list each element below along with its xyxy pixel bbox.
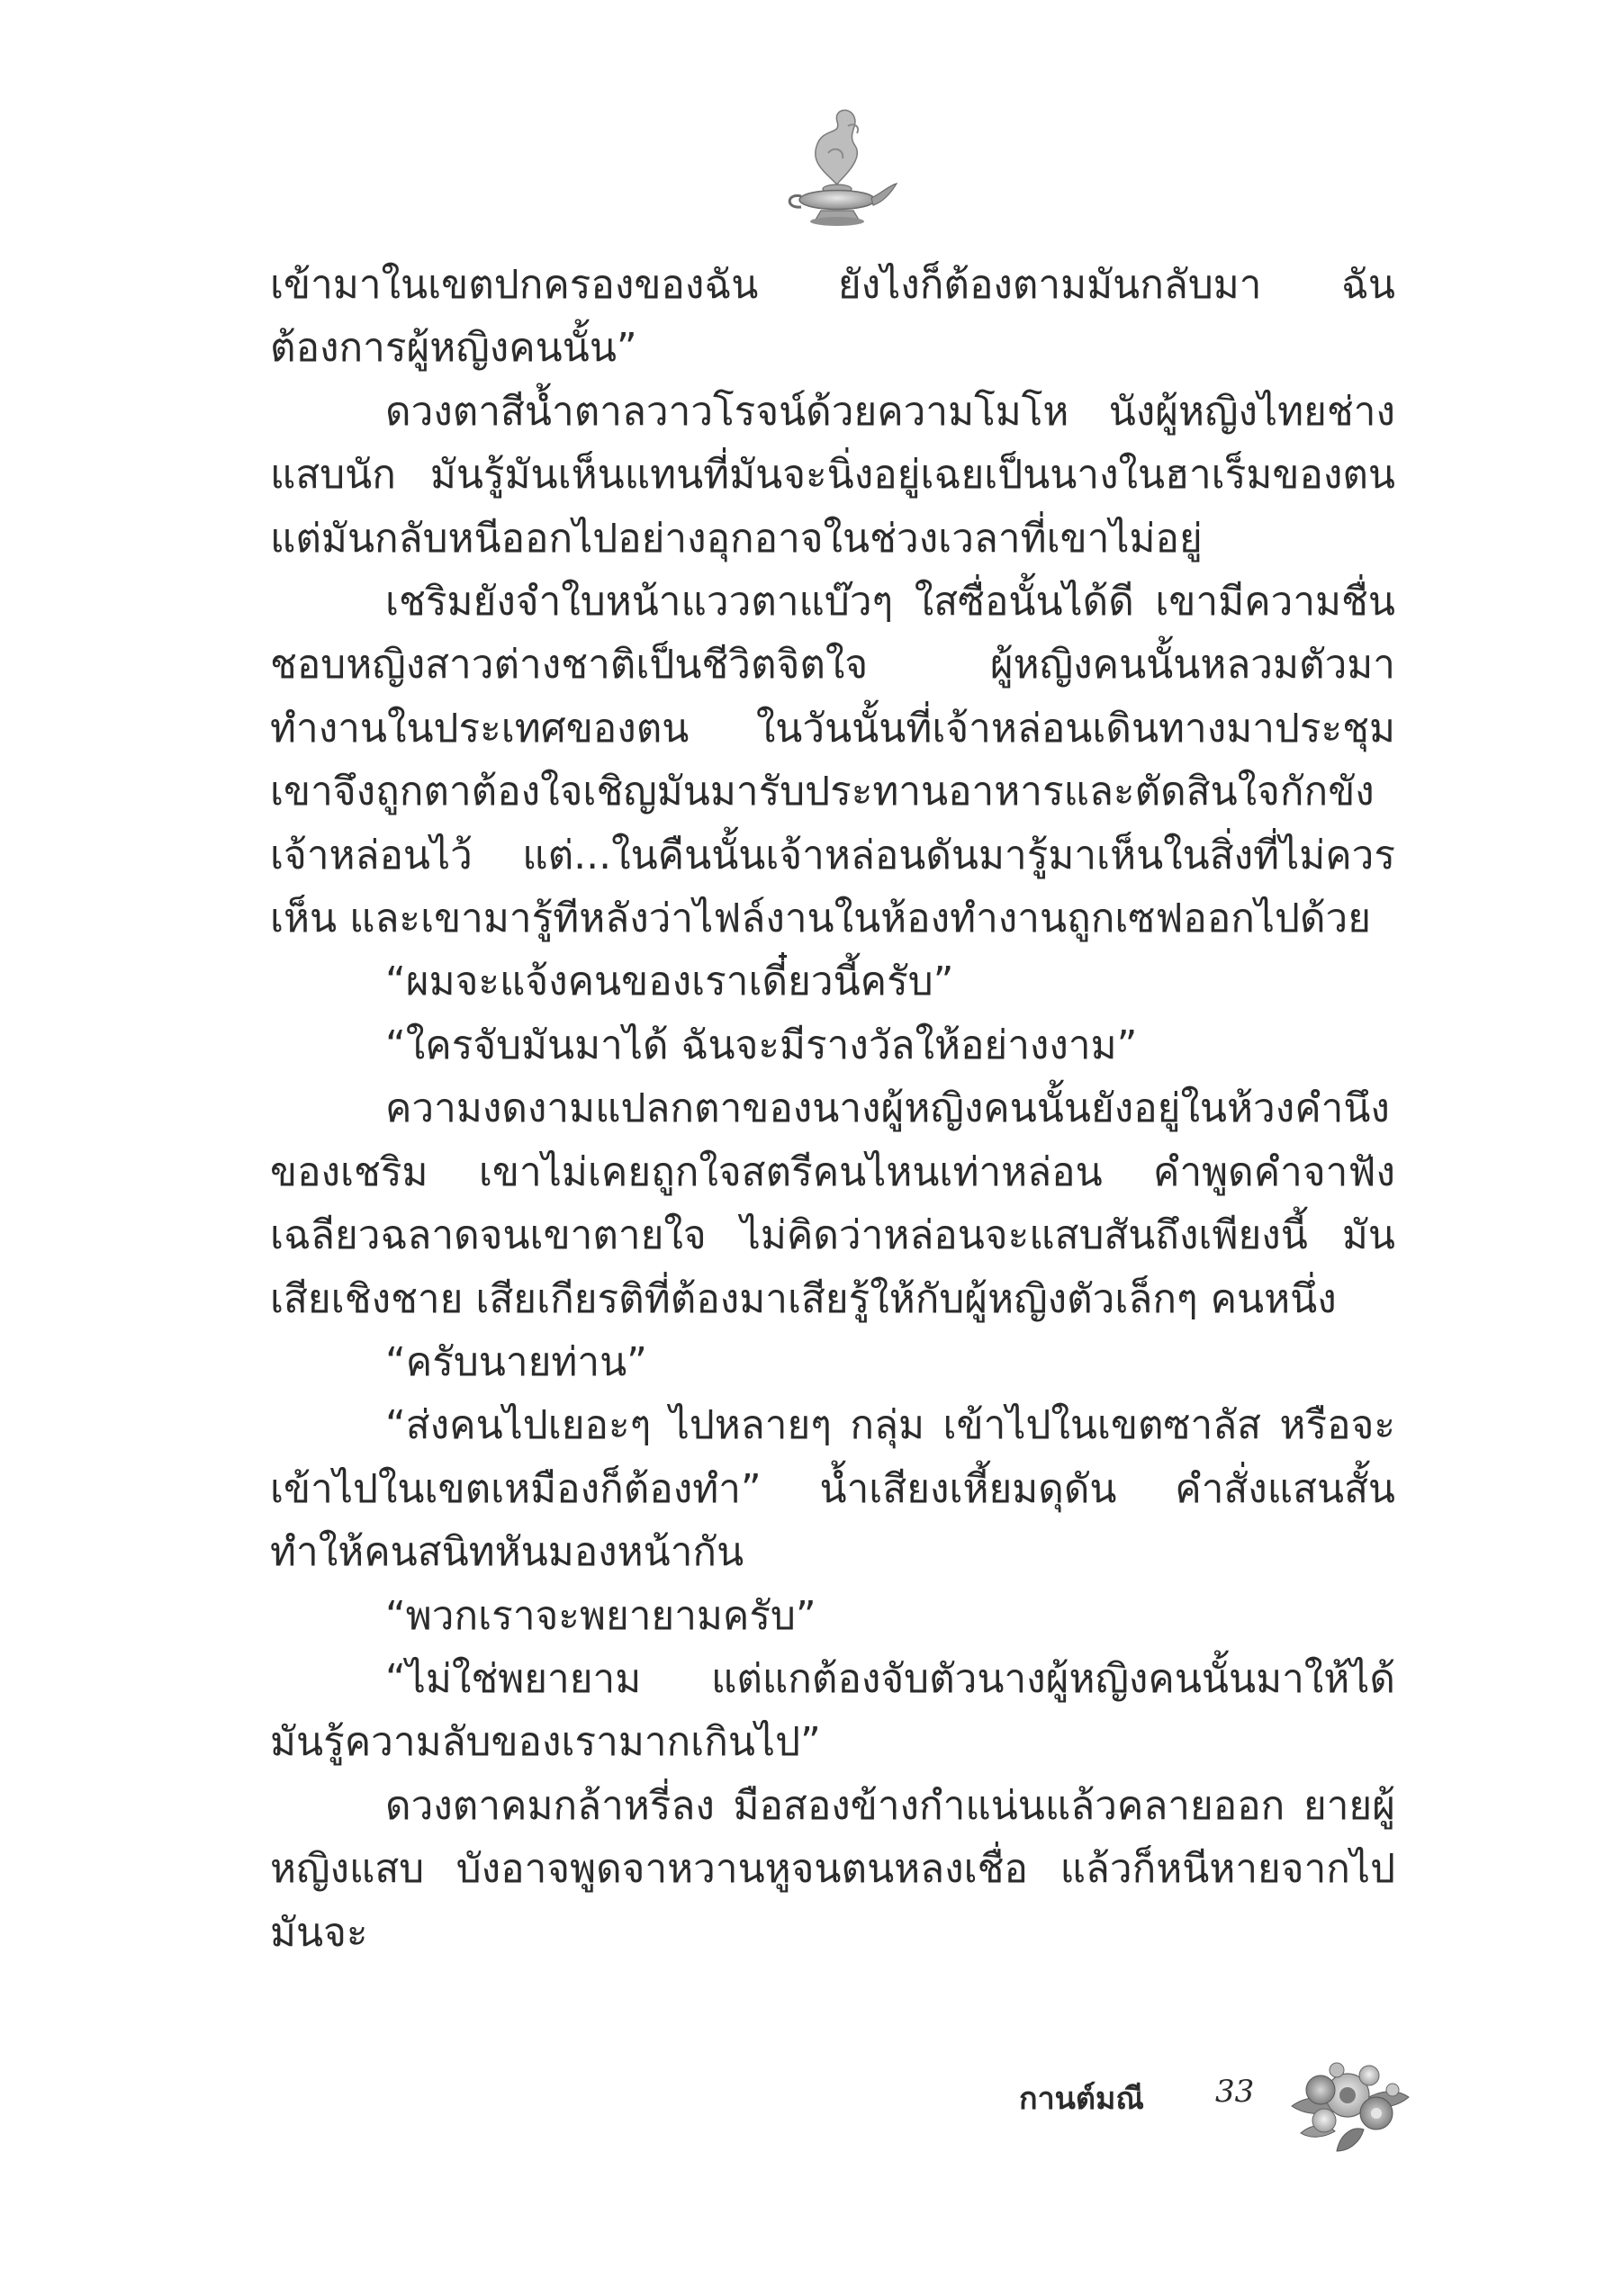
dialogue-line: “ใครจับมันมาได้ ฉันจะมีรางวัลให้อย่างงาม” <box>385 1022 1138 1068</box>
dialogue-line: “ส่งคนไปเยอะๆ ไปหลายๆ กลุ่ม เข้าไปในเขตซาลัส หรือจะเข้าไปในเขตเหมืองก็ต้องทำ” น้ำเสียงเหี้ยมดุดัน คำสั่งแสนสั้นทำให้คนสนิทหันมองหน้ากัน <box>270 1402 1395 1576</box>
page-footer <box>990 2043 1422 2160</box>
flower-bouquet-icon <box>1283 2043 1418 2160</box>
paragraph: เข้ามาในเขตปกครองของฉัน ยังไงก็ต้องตามมันกลับมา ฉันต้องการผู้หญิงคนนั้น” <box>270 262 1395 372</box>
running-title: กานต์มณี <box>1019 2081 1144 2117</box>
dialogue-line: “ไม่ใช่พยายาม แต่แกต้องจับตัวนางผู้หญิงคนนั้นมาให้ได้ มันรู้ความลับของเรามากเกินไป” <box>270 1655 1395 1766</box>
dialogue-line: “พวกเราจะพยายามครับ” <box>385 1592 816 1639</box>
paragraph: ดวงตาคมกล้าหรี่ลง มือสองข้างกำแน่นแล้วคลายออก ยายผู้หญิงแสบ บังอาจพูดจาหวานหูจนตนหลงเชื่อ แล้วก็หนีหายจากไป มันจะ <box>270 1782 1395 1956</box>
body-text <box>270 254 1395 1965</box>
paragraph: เชริมยังจำใบหน้าแววตาแบ๊วๆ ใสซื่อนั้นได้ดี เขามีความชื่นชอบหญิงสาวต่างชาติเป็นชีวิตจิตใจ ผู้หญิงคนนั้นหลวมตัวมาทำงานในประเทศของตน ในวันนั้นที่เจ้าหล่อนเดินทางมาประชุม เขาจึงถูกตาต้องใจเชิญมันมารับประทานอาหารและตัดสินใจกักขังเจ้าหล่อนไว้ แต่...ในคืนนั้นเจ้าหล่อนดันมารู้มาเห็นในสิ่งที่ไม่ควรเห็น และเขามารู้ทีหลังว่าไฟล์งานในห้องทำงานถูกเซฟออกไปด้วย <box>270 579 1395 942</box>
paragraph: ความงดงามแปลกตาของนางผู้หญิงคนนั้นยังอยู่ในห้วงคำนึงของเชริม เขาไม่เคยถูกใจสตรีคนไหนเท่าหล่อน คำพูดคำจาฟังเฉลียวฉลาดจนเขาตายใจ ไม่คิดว่าหล่อนจะแสบสันถึงเพียงนี้ มันเสียเชิงชาย เสียเกียรติที่ต้องมาเสียรู้ให้กับผู้หญิงตัวเล็กๆ คนหนึ่ง <box>270 1085 1395 1322</box>
dialogue-line: “ผมจะแจ้งคนของเราเดี๋ยวนี้ครับ” <box>385 959 954 1005</box>
dialogue-line: “ครับนายท่าน” <box>385 1338 647 1385</box>
paragraph: ดวงตาสีน้ำตาลวาวโรจน์ด้วยความโมโห นังผู้หญิงไทยช่างแสบนัก มันรู้มันเห็นแทนที่มันจะนิ่งอยู่เฉยเป็นนางในฮาเร็มของตน แต่มันกลับหนีออกไปอย่างอุกอาจในช่วงเวลาที่เขาไม่อยู่ <box>270 388 1395 562</box>
page-number: 33 <box>1215 2074 1255 2110</box>
genie-lamp-icon <box>774 99 900 234</box>
